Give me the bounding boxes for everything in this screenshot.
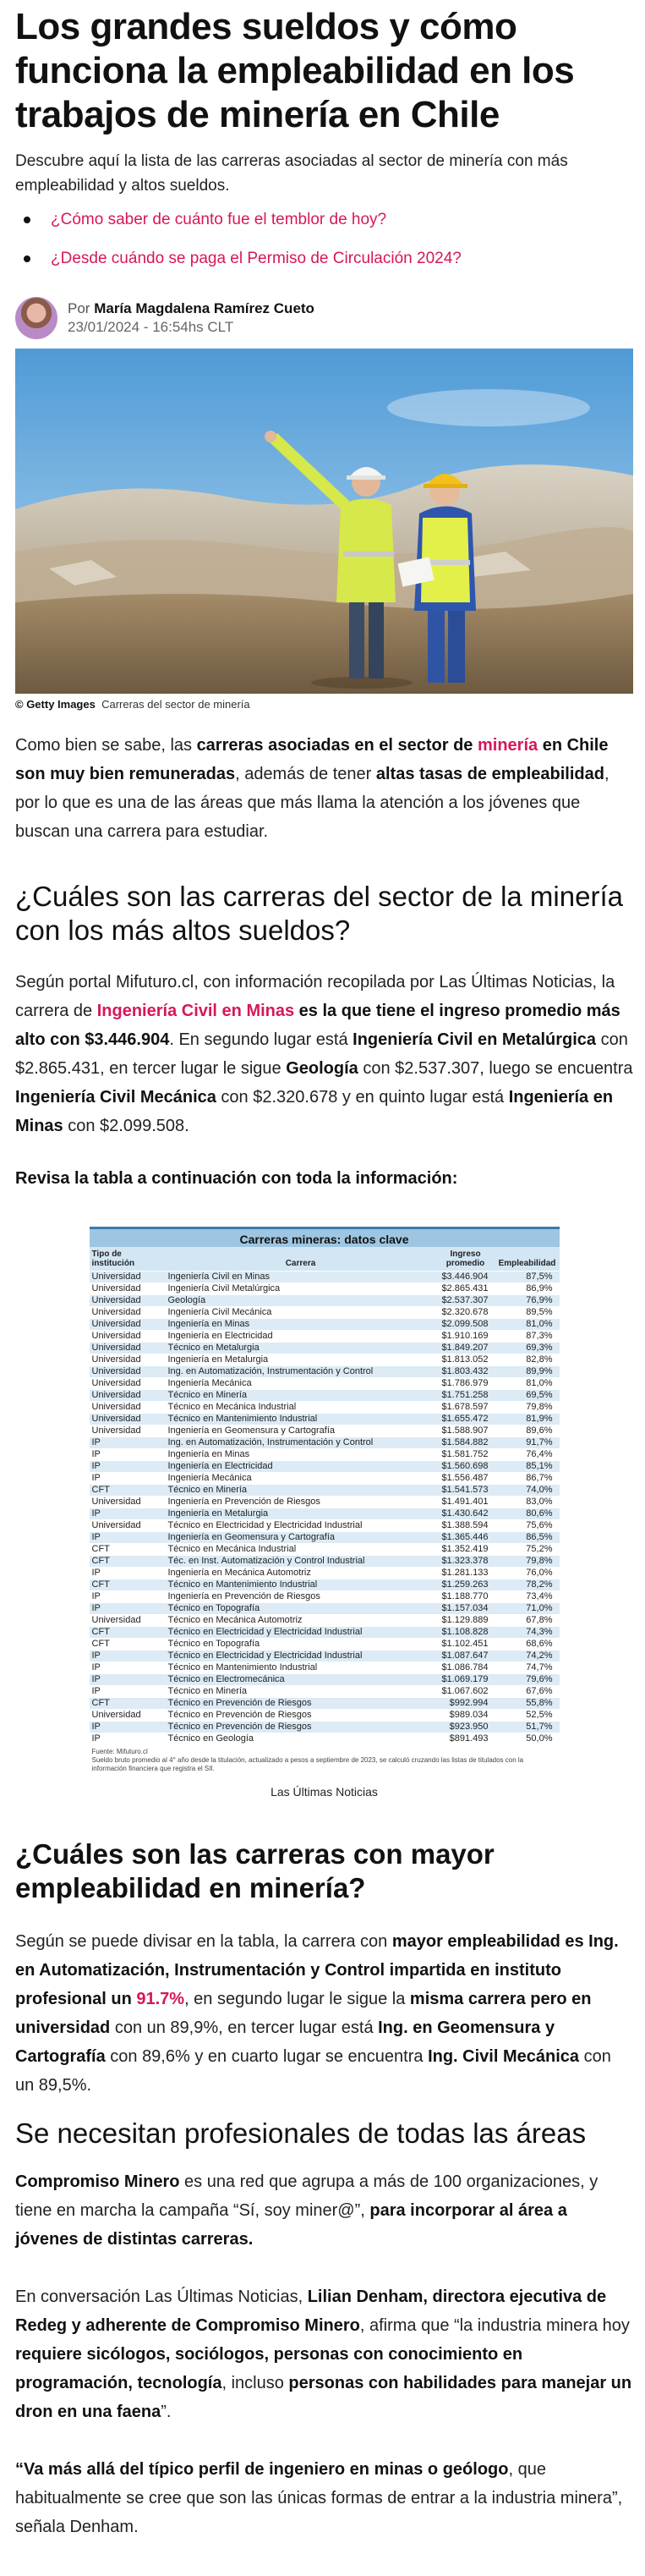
- table-row: [90, 1283, 560, 1294]
- table-row: [90, 1673, 560, 1685]
- table-caption: Las Últimas Noticias: [271, 1784, 378, 1799]
- p2-text-k: con $2.099.508.: [63, 1117, 189, 1135]
- col-header-ingreso: Ingreso promedio: [436, 1247, 495, 1272]
- cell-ingreso: $891.493: [436, 1733, 495, 1744]
- table-row: [90, 1626, 560, 1638]
- table-row: [90, 1306, 560, 1318]
- cell-ingreso: $1.491.401: [436, 1496, 495, 1508]
- table-row: [90, 1685, 560, 1697]
- article-title: Los grandes sueldos y cómo funciona la empleabilidad en los trabajos de minería en Chile: [15, 6, 575, 135]
- cell-carrera: Ing. en Automatización, Instrumentación y Control: [166, 1436, 436, 1448]
- section-heading-sueldos: ¿Cuáles son las carreras del sector de la minería con los más altos sueldos?: [15, 881, 623, 946]
- p7-text-a: “Va más allá del típico perfil de ingeniero en minas o geólogo: [15, 2459, 509, 2479]
- cell-empleabilidad: 81,0%: [495, 1318, 560, 1330]
- cell-carrera: Técnico en Electromecánica: [166, 1673, 436, 1685]
- cell-tipo: Universidad: [90, 1401, 166, 1413]
- cell-tipo: Universidad: [90, 1294, 166, 1306]
- cell-ingreso: $3.446.904: [436, 1271, 495, 1283]
- author-avatar[interactable]: [15, 297, 57, 339]
- table-row: [90, 1365, 560, 1377]
- cell-tipo: Universidad: [90, 1709, 166, 1721]
- cell-ingreso: $1.655.472: [436, 1413, 495, 1425]
- percent-link[interactable]: 91.7%: [136, 1989, 185, 2008]
- p2-text-a: Según portal Mifuturo.cl, con información recopilada por Las Últimas Noticias, la carrera de: [15, 973, 615, 1020]
- cell-empleabilidad: 81,9%: [495, 1413, 560, 1425]
- table-row: [90, 1543, 560, 1555]
- col-header-tipo: Tipo de institución: [90, 1247, 166, 1272]
- cell-carrera: Técnico en Electricidad y Electricidad Industrial: [166, 1519, 436, 1531]
- cell-ingreso: $1.560.698: [436, 1460, 495, 1472]
- cell-tipo: IP: [90, 1508, 166, 1519]
- cell-ingreso: $1.588.907: [436, 1425, 495, 1436]
- related-item: [15, 208, 633, 247]
- mining-photo-illustration: [15, 349, 633, 694]
- p4-text-g: con 89,6% y en cuarto lugar se encuentra: [105, 2046, 429, 2066]
- p1-text-e: altas tasas de empleabilidad: [375, 765, 604, 783]
- table-note: [90, 1744, 560, 1777]
- cell-carrera: Ingeniería en Geomensura y Cartografía: [166, 1531, 436, 1543]
- cell-carrera: Ing. en Automatización, Instrumentación y Control: [166, 1365, 436, 1377]
- cell-tipo: IP: [90, 1531, 166, 1543]
- cell-empleabilidad: 50,0%: [495, 1733, 560, 1744]
- cell-tipo: Universidad: [90, 1496, 166, 1508]
- table-row: [90, 1342, 560, 1354]
- ing-civil-minas-link[interactable]: Ingeniería Civil en Minas: [96, 1002, 295, 1020]
- table-row: [90, 1318, 560, 1330]
- cell-carrera: Téc. en Inst. Automatización y Control Industrial: [166, 1555, 436, 1567]
- cell-ingreso: $1.157.034: [436, 1602, 495, 1614]
- cell-tipo: IP: [90, 1721, 166, 1733]
- cell-empleabilidad: 87,5%: [495, 1271, 560, 1283]
- p6-text-g: ”.: [161, 2402, 172, 2421]
- cell-carrera: Técnico en Topografía: [166, 1602, 436, 1614]
- section-heading-empleabilidad: ¿Cuáles son las carreras con mayor empleabilidad en minería?: [15, 1837, 495, 1903]
- cell-ingreso: $1.086.784: [436, 1661, 495, 1673]
- table-row: [90, 1697, 560, 1709]
- image-credit: © Getty Images: [15, 698, 96, 711]
- cell-tipo: CFT: [90, 1555, 166, 1567]
- cell-ingreso: $1.910.169: [436, 1330, 495, 1342]
- cell-carrera: Técnico en Mantenimiento Industrial: [166, 1661, 436, 1673]
- p6-text-d: requiere sicólogos, sociólogos, personas con conocimiento en programación, tecnología: [15, 2344, 523, 2392]
- cell-carrera: Ingeniería en Prevención de Riesgos: [166, 1590, 436, 1602]
- cell-ingreso: $1.352.419: [436, 1543, 495, 1555]
- hero-image: [15, 349, 633, 694]
- cell-carrera: Técnico en Mecánica Industrial: [166, 1401, 436, 1413]
- table-row: [90, 1436, 560, 1448]
- cell-tipo: IP: [90, 1567, 166, 1579]
- related-link-permiso[interactable]: ¿Desde cuándo se paga el Permiso de Circulación 2024?: [51, 250, 462, 267]
- cell-empleabilidad: 74,3%: [495, 1626, 560, 1638]
- p1-text-c: en Chile son muy bien remuneradas: [15, 736, 609, 783]
- p6-text-c: , afirma que “la industria minera hoy: [359, 2315, 630, 2335]
- paragraph-intro: [15, 731, 633, 846]
- p2-text-g: con $2.537.307, luego se encuentra: [358, 1059, 633, 1078]
- p1-text-a: Como bien se sabe, las: [15, 736, 197, 755]
- cell-carrera: Ingeniería Civil Mecánica: [166, 1306, 436, 1318]
- p6-text-e: , incluso: [221, 2373, 289, 2392]
- cell-ingreso: $2.865.431: [436, 1283, 495, 1294]
- cell-tipo: Universidad: [90, 1283, 166, 1294]
- cell-empleabilidad: 55,8%: [495, 1697, 560, 1709]
- cell-tipo: CFT: [90, 1484, 166, 1496]
- cell-ingreso: $1.129.889: [436, 1614, 495, 1626]
- cell-ingreso: $1.430.642: [436, 1508, 495, 1519]
- cell-ingreso: $1.388.594: [436, 1519, 495, 1531]
- author-name[interactable]: María Magdalena Ramírez Cueto: [94, 300, 314, 316]
- cell-empleabilidad: 89,9%: [495, 1365, 560, 1377]
- cell-ingreso: $1.281.133: [436, 1567, 495, 1579]
- p5-text-c: para incorporar al área a jóvenes de distintas carreras.: [15, 2200, 567, 2249]
- cell-empleabilidad: 79,8%: [495, 1555, 560, 1567]
- p1-text-f: , por lo que es una de las áreas que más llama la atención a los jóvenes que buscan una carrera para estudiar.: [15, 765, 609, 841]
- cell-empleabilidad: 83,0%: [495, 1496, 560, 1508]
- table-row: [90, 1294, 560, 1306]
- cell-carrera: Técnico en Mantenimiento Industrial: [166, 1413, 436, 1425]
- cell-carrera: Técnico en Electricidad y Electricidad Industrial: [166, 1626, 436, 1638]
- cell-empleabilidad: 89,6%: [495, 1425, 560, 1436]
- cell-carrera: Técnico en Mantenimiento Industrial: [166, 1579, 436, 1590]
- cell-tipo: Universidad: [90, 1330, 166, 1342]
- table-row: [90, 1650, 560, 1661]
- related-item: [15, 247, 633, 286]
- col-header-empleabilidad: Empleabilidad: [495, 1247, 560, 1272]
- cell-tipo: CFT: [90, 1543, 166, 1555]
- table-row: [90, 1531, 560, 1543]
- p7-text-b: , que habitualmente se cree que son las únicas formas de entrar a la industria minera”, señala Denham.: [15, 2459, 623, 2536]
- table-title: Carreras mineras: datos clave: [90, 1228, 560, 1247]
- cell-tipo: IP: [90, 1602, 166, 1614]
- cell-empleabilidad: 76,0%: [495, 1567, 560, 1579]
- cell-tipo: Universidad: [90, 1413, 166, 1425]
- cell-carrera: Ingeniería en Minas: [166, 1448, 436, 1460]
- cell-ingreso: $1.849.207: [436, 1342, 495, 1354]
- table-row: [90, 1555, 560, 1567]
- cell-ingreso: $1.259.263: [436, 1579, 495, 1590]
- cell-tipo: IP: [90, 1733, 166, 1744]
- cell-empleabilidad: 85,1%: [495, 1460, 560, 1472]
- cell-ingreso: $1.786.979: [436, 1377, 495, 1389]
- cell-ingreso: $1.108.828: [436, 1626, 495, 1638]
- cell-tipo: IP: [90, 1650, 166, 1661]
- cell-empleabilidad: 76,4%: [495, 1448, 560, 1460]
- cell-empleabilidad: 76,9%: [495, 1294, 560, 1306]
- cell-carrera: Técnico en Minería: [166, 1389, 436, 1401]
- publish-date: 23/01/2024 - 16:54hs CLT: [68, 319, 234, 335]
- p5-text-b: es una red que agrupa a más de 100 organizaciones, y tiene en marcha la campaña “Sí, soy miner@”,: [15, 2172, 599, 2220]
- p4-text-f: Ing. en Geomensura y Cartografía: [15, 2018, 555, 2066]
- cell-ingreso: $1.365.446: [436, 1531, 495, 1543]
- p1-text-d: , además de tener: [235, 765, 376, 783]
- cell-ingreso: $1.584.882: [436, 1436, 495, 1448]
- table-row: [90, 1614, 560, 1626]
- cell-ingreso: $1.102.451: [436, 1638, 495, 1650]
- careers-table: [90, 1227, 560, 1744]
- cell-carrera: Ingeniería en Electricidad: [166, 1330, 436, 1342]
- cell-ingreso: $1.087.647: [436, 1650, 495, 1661]
- author-prefix: Por: [68, 300, 90, 316]
- p2-text-i: con $2.320.678 y en quinto lugar está: [216, 1088, 509, 1107]
- cell-tipo: IP: [90, 1448, 166, 1460]
- cell-ingreso: $1.751.258: [436, 1389, 495, 1401]
- cell-ingreso: $989.034: [436, 1709, 495, 1721]
- cell-carrera: Ingeniería Mecánica: [166, 1377, 436, 1389]
- cell-carrera: Técnico en Metalurgia: [166, 1342, 436, 1354]
- cell-tipo: CFT: [90, 1579, 166, 1590]
- paragraph-quote: [15, 2455, 633, 2541]
- cell-empleabilidad: 80,6%: [495, 1508, 560, 1519]
- cell-carrera: Ingeniería en Minas: [166, 1318, 436, 1330]
- p4-text-i: con un 89,5%.: [15, 2046, 611, 2095]
- table-source: Fuente: Mifuturo.cl: [91, 1747, 148, 1755]
- cell-tipo: IP: [90, 1685, 166, 1697]
- table-row: [90, 1519, 560, 1531]
- cell-ingreso: $2.537.307: [436, 1294, 495, 1306]
- cell-ingreso: $992.994: [436, 1697, 495, 1709]
- section-heading-profesionales: Se necesitan profesionales de todas las áreas: [15, 2117, 587, 2149]
- paragraph-denham: [15, 2282, 633, 2426]
- paragraph-sueldos: [15, 968, 633, 1140]
- bullet-icon: [24, 255, 30, 262]
- cell-carrera: Técnico en Topografía: [166, 1638, 436, 1650]
- table-row: [90, 1733, 560, 1744]
- cell-carrera: Técnico en Prevención de Riesgos: [166, 1721, 436, 1733]
- image-caption: [15, 697, 633, 712]
- cell-tipo: Universidad: [90, 1377, 166, 1389]
- table-row: [90, 1330, 560, 1342]
- cell-tipo: IP: [90, 1661, 166, 1673]
- table-row: [90, 1448, 560, 1460]
- cell-carrera: Ingeniería en Mecánica Automotriz: [166, 1567, 436, 1579]
- table-row: [90, 1377, 560, 1389]
- p2-text-f: Geología: [286, 1059, 358, 1078]
- cell-tipo: CFT: [90, 1626, 166, 1638]
- cell-empleabilidad: 73,4%: [495, 1590, 560, 1602]
- related-link-temblor[interactable]: ¿Cómo saber de cuánto fue el temblor de hoy?: [51, 211, 387, 228]
- p2-text-c: . En segundo lugar está: [169, 1030, 353, 1049]
- p1-text-b: carreras asociadas en el sector de: [196, 736, 478, 755]
- cell-empleabilidad: 69,5%: [495, 1389, 560, 1401]
- cell-carrera: Técnico en Mecánica Automotriz: [166, 1614, 436, 1626]
- cell-ingreso: $1.581.752: [436, 1448, 495, 1460]
- image-caption-text: Carreras del sector de minería: [101, 698, 250, 711]
- p2-text-h: Ingeniería Civil Mecánica: [15, 1088, 216, 1107]
- cell-carrera: Técnico en Electricidad y Electricidad Industrial: [166, 1650, 436, 1661]
- cell-empleabilidad: 89,5%: [495, 1306, 560, 1318]
- cell-empleabilidad: 74,7%: [495, 1661, 560, 1673]
- table-row: [90, 1567, 560, 1579]
- cell-carrera: Ingeniería en Geomensura y Cartografía: [166, 1425, 436, 1436]
- cell-tipo: Universidad: [90, 1614, 166, 1626]
- cell-ingreso: $1.556.487: [436, 1472, 495, 1484]
- table-row: [90, 1721, 560, 1733]
- cell-empleabilidad: 87,3%: [495, 1330, 560, 1342]
- cell-ingreso: $1.813.052: [436, 1354, 495, 1365]
- cell-tipo: Universidad: [90, 1271, 166, 1283]
- p5-text-a: Compromiso Minero: [15, 2172, 180, 2191]
- p4-text-h: Ing. Civil Mecánica: [428, 2046, 580, 2066]
- p6-text-b: Lilian Denham, directora ejecutiva de Redeg y adherente de Compromiso Minero: [15, 2287, 607, 2335]
- p4-text-a: Según se puede divisar en la tabla, la carrera con: [15, 1931, 392, 1951]
- table-row: [90, 1484, 560, 1496]
- cell-tipo: Universidad: [90, 1519, 166, 1531]
- table-row: [90, 1413, 560, 1425]
- cell-tipo: Universidad: [90, 1425, 166, 1436]
- cell-ingreso: $1.541.573: [436, 1484, 495, 1496]
- cell-carrera: Ingeniería en Metalurgia: [166, 1354, 436, 1365]
- p6-text-f: personas con habilidades para manejar un dron en una faena: [15, 2373, 632, 2421]
- cell-empleabilidad: 71,0%: [495, 1602, 560, 1614]
- col-header-carrera: Carrera: [166, 1247, 436, 1272]
- cell-tipo: Universidad: [90, 1354, 166, 1365]
- cell-empleabilidad: 69,3%: [495, 1342, 560, 1354]
- cell-empleabilidad: 86,9%: [495, 1283, 560, 1294]
- p6-text-a: En conversación Las Últimas Noticias,: [15, 2287, 308, 2306]
- cell-empleabilidad: 82,8%: [495, 1354, 560, 1365]
- cell-carrera: Ingeniería Mecánica: [166, 1472, 436, 1484]
- paragraph-empleabilidad: [15, 1927, 633, 2100]
- mineria-link[interactable]: minería: [477, 736, 538, 755]
- table-footnote: Sueldo bruto promedio al 4° año desde la titulación, actualizado a pesos a septiembre de 2023, se calculó cruzando las listas de titulados con la información financiera que registra el SII.: [91, 1755, 524, 1772]
- cell-carrera: Geología: [166, 1294, 436, 1306]
- cell-empleabilidad: 91,7%: [495, 1436, 560, 1448]
- cell-tipo: IP: [90, 1673, 166, 1685]
- cell-empleabilidad: 74,2%: [495, 1650, 560, 1661]
- cell-tipo: IP: [90, 1590, 166, 1602]
- cell-carrera: Ingeniería Civil Metalúrgica: [166, 1283, 436, 1294]
- cell-carrera: Técnico en Prevención de Riesgos: [166, 1697, 436, 1709]
- cell-ingreso: $1.188.770: [436, 1590, 495, 1602]
- cell-ingreso: $1.069.179: [436, 1673, 495, 1685]
- cell-empleabilidad: 86,7%: [495, 1472, 560, 1484]
- cell-empleabilidad: 81,0%: [495, 1377, 560, 1389]
- p4-text-b: mayor empleabilidad es Ing. en Automatización, Instrumentación y Control impartida en instituto profesional un: [15, 1931, 619, 2008]
- table-row: [90, 1638, 560, 1650]
- cell-ingreso: $2.320.678: [436, 1306, 495, 1318]
- cell-empleabilidad: 75,2%: [495, 1543, 560, 1555]
- table-row: [90, 1590, 560, 1602]
- cell-tipo: Universidad: [90, 1389, 166, 1401]
- cell-empleabilidad: 86,5%: [495, 1531, 560, 1543]
- cell-ingreso: $923.950: [436, 1721, 495, 1733]
- cell-empleabilidad: 75,6%: [495, 1519, 560, 1531]
- table-row: [90, 1401, 560, 1413]
- table-row: [90, 1354, 560, 1365]
- data-table-image: [90, 1227, 560, 1777]
- cell-carrera: Ingeniería Civil en Minas: [166, 1271, 436, 1283]
- table-row: [90, 1271, 560, 1283]
- cell-empleabilidad: 67,6%: [495, 1685, 560, 1697]
- table-row: [90, 1425, 560, 1436]
- author-block: [15, 294, 633, 342]
- cell-ingreso: $2.099.508: [436, 1318, 495, 1330]
- p4-text-c: , en segundo lugar le sigue la: [184, 1989, 410, 2008]
- p4-text-e: con un 89,9%, en tercer lugar está: [110, 2018, 379, 2037]
- p2-text-e: con $2.865.431, en tercer lugar le sigue: [15, 1030, 628, 1078]
- p4-text-d: misma carrera pero en universidad: [15, 1989, 592, 2037]
- cell-empleabilidad: 78,2%: [495, 1579, 560, 1590]
- p2-text-j: Ingeniería en Minas: [15, 1088, 614, 1135]
- cell-tipo: Universidad: [90, 1365, 166, 1377]
- cell-empleabilidad: 67,8%: [495, 1614, 560, 1626]
- cell-carrera: Técnico en Minería: [166, 1484, 436, 1496]
- table-row: [90, 1579, 560, 1590]
- cell-ingreso: $1.803.432: [436, 1365, 495, 1377]
- table-body: [90, 1271, 560, 1744]
- paragraph-table-intro: Revisa la tabla a continuación con toda la información:: [15, 1169, 458, 1188]
- table-row: [90, 1496, 560, 1508]
- cell-carrera: Ingeniería en Metalurgia: [166, 1508, 436, 1519]
- p2-text-b: es la que tiene el ingreso promedio más alto con $3.446.904: [15, 1002, 620, 1049]
- cell-tipo: Universidad: [90, 1318, 166, 1330]
- table-row: [90, 1661, 560, 1673]
- cell-carrera: Ingeniería en Prevención de Riesgos: [166, 1496, 436, 1508]
- cell-tipo: Universidad: [90, 1342, 166, 1354]
- cell-carrera: Técnico en Geología: [166, 1733, 436, 1744]
- paragraph-compromiso: [15, 2167, 633, 2254]
- table-row: [90, 1389, 560, 1401]
- table-row: [90, 1602, 560, 1614]
- article-subtitle: Descubre aquí la lista de las carreras asociadas al sector de minería con más empleabilidad y altos sueldos.: [15, 152, 568, 195]
- cell-ingreso: $1.067.602: [436, 1685, 495, 1697]
- cell-carrera: Ingeniería en Electricidad: [166, 1460, 436, 1472]
- cell-tipo: Universidad: [90, 1306, 166, 1318]
- cell-empleabilidad: 74,0%: [495, 1484, 560, 1496]
- cell-empleabilidad: 79,6%: [495, 1673, 560, 1685]
- cell-tipo: CFT: [90, 1697, 166, 1709]
- table-row: [90, 1508, 560, 1519]
- cell-ingreso: $1.678.597: [436, 1401, 495, 1413]
- table-row: [90, 1709, 560, 1721]
- cell-ingreso: $1.323.378: [436, 1555, 495, 1567]
- table-row: [90, 1460, 560, 1472]
- cell-carrera: Técnico en Mecánica Industrial: [166, 1543, 436, 1555]
- cell-tipo: CFT: [90, 1638, 166, 1650]
- cell-tipo: IP: [90, 1436, 166, 1448]
- cell-tipo: IP: [90, 1472, 166, 1484]
- cell-carrera: Técnico en Prevención de Riesgos: [166, 1709, 436, 1721]
- cell-empleabilidad: 51,7%: [495, 1721, 560, 1733]
- related-links: [15, 208, 633, 286]
- cell-carrera: Técnico en Minería: [166, 1685, 436, 1697]
- p2-text-d: Ingeniería Civil en Metalúrgica: [353, 1030, 597, 1049]
- cell-tipo: IP: [90, 1460, 166, 1472]
- cell-empleabilidad: 68,6%: [495, 1638, 560, 1650]
- cell-empleabilidad: 79,8%: [495, 1401, 560, 1413]
- cell-empleabilidad: 52,5%: [495, 1709, 560, 1721]
- bullet-icon: [24, 217, 30, 223]
- table-row: [90, 1472, 560, 1484]
